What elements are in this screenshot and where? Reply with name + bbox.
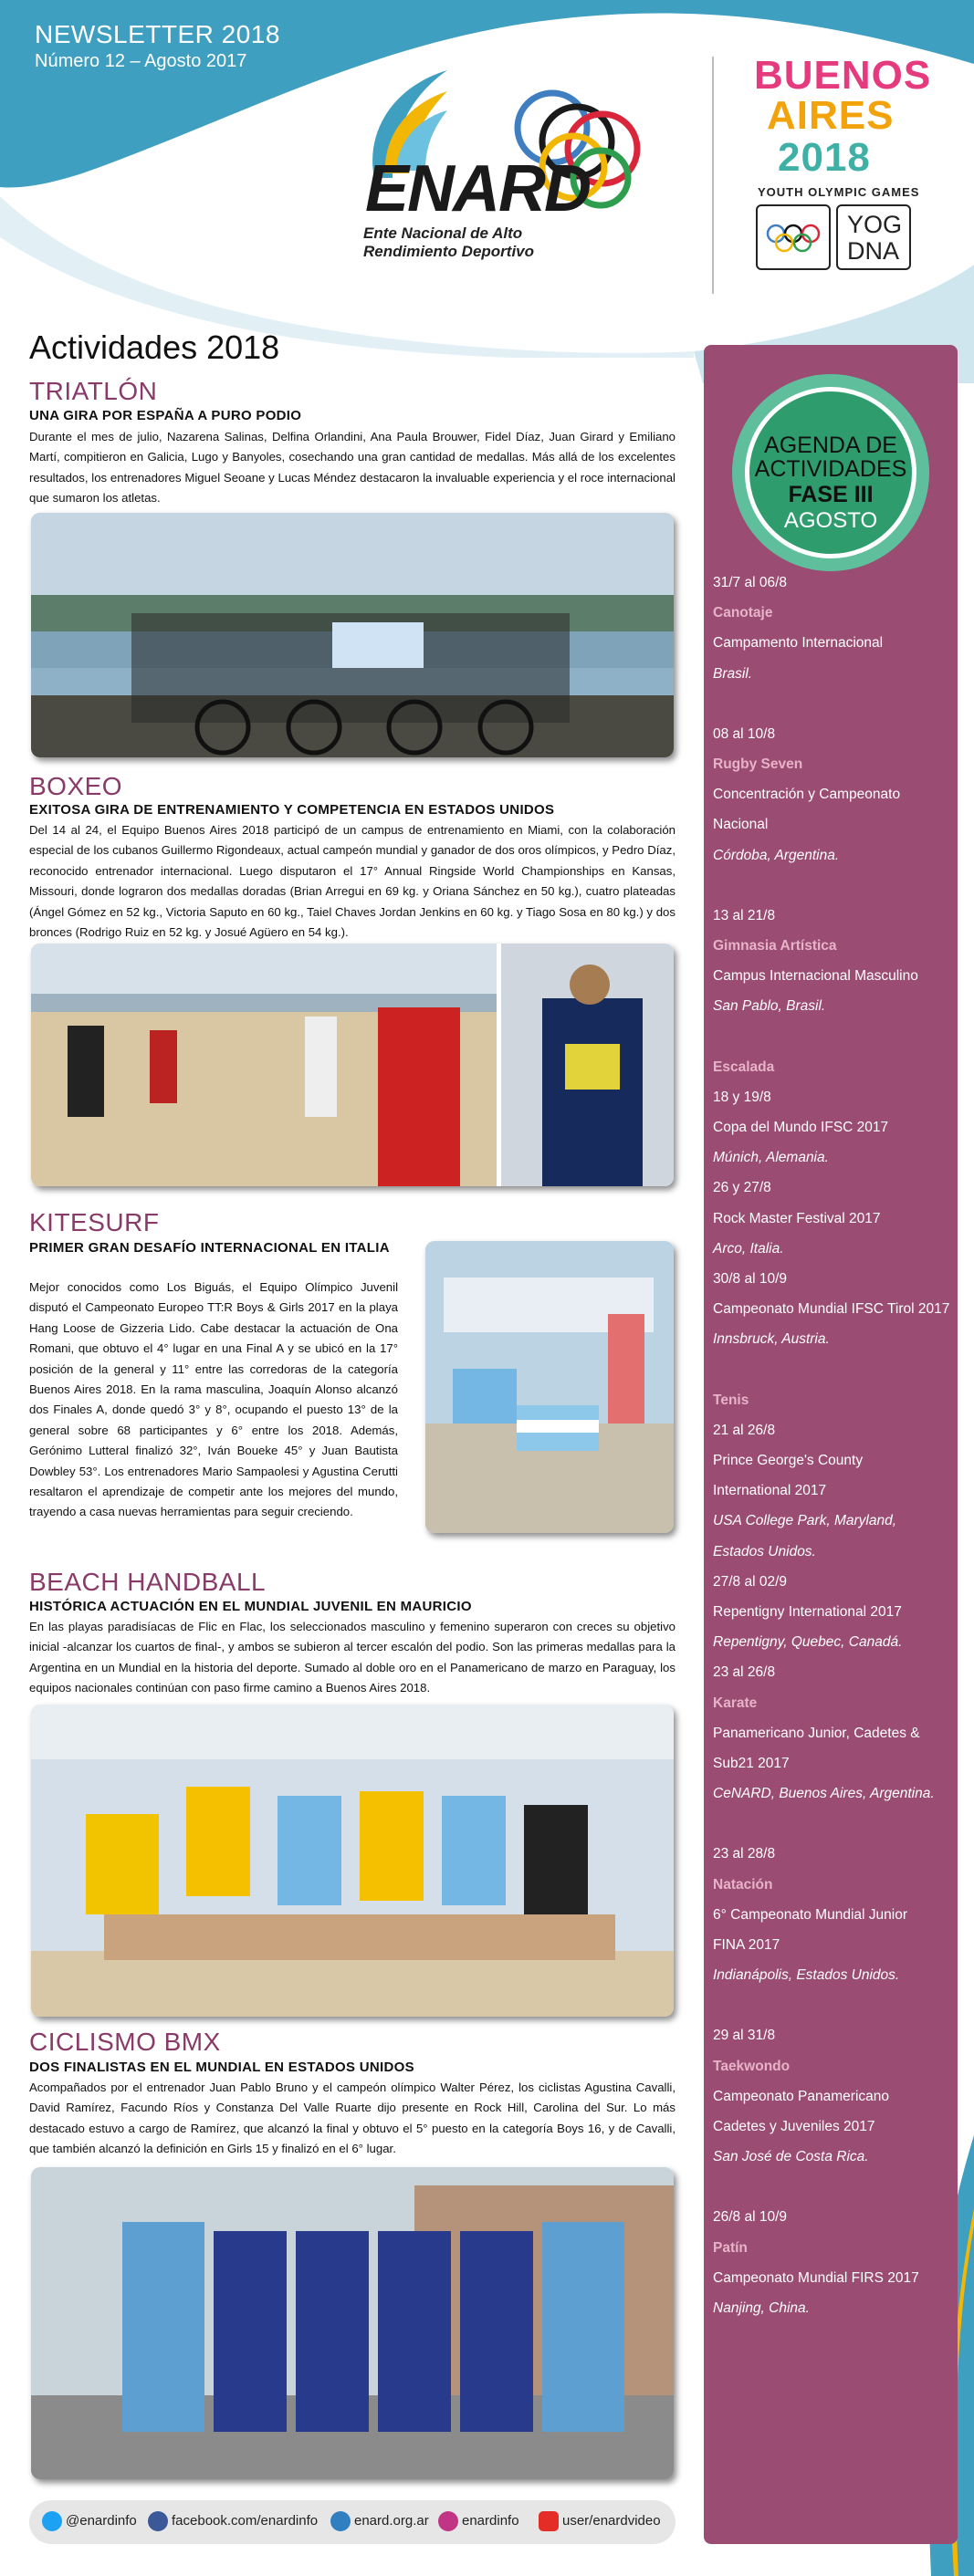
agenda-event: Campeonato Panamericano [713,2088,890,2104]
agenda-date: 27/8 al 02/9 [713,1573,788,1590]
agenda-place: Córdoba, Argentina. [713,847,840,863]
newsletter-issue: Número 12 – Agosto 2017 [35,51,247,71]
ba-line-2: AIRES [767,93,895,138]
agenda-date: 08 al 10/8 [713,725,776,742]
agenda-badge [732,374,929,571]
agenda-date: 26/8 al 10/9 [713,2209,788,2226]
badge-line-3: FASE III [788,482,874,507]
agenda-date: 30/8 al 10/9 [713,1271,788,1287]
agenda-sport: Escalada [713,1059,775,1075]
ba-line-1: BUENOS [754,53,932,98]
article-body: En las playas paradisíacas de Flic en Flac, los seleccionados masculino y femenino superaron con creces su objetivo inicial -alcanzar los cuartos de final-, y ambos se subieron al tercer escalón del podio. Son las primeras medallas para la Argentina en un Mundial en la historia del deporte. Sumado al doble oro en el Panamericano de marzo en Paraguay, los equipos nacionales continúan con paso firme camino a Buenos Aires 2018. [29,1620,676,1695]
header-divider [712,57,714,294]
agenda-date: 13 al 21/8 [713,907,776,923]
agenda-event: 6° Campeonato Mundial Junior [713,1906,907,1923]
agenda-event: Campus Internacional Masculino [713,968,918,985]
section-heading: Actividades 2018 [29,329,280,366]
agenda-event: Concentración y Campeonato [713,787,901,803]
article-sport-boxeo: BOXEO [29,772,123,800]
enard-wordmark: ENARD [365,152,591,225]
agenda-event: Campeonato Mundial FIRS 2017 [713,2269,919,2286]
yog-dna-line-2: DNA [847,237,900,265]
yog-dna-line-1: YOG [847,211,903,238]
agenda-place: USA College Park, Maryland, [713,1513,897,1529]
article-headline: PRIMER GRAN DESAFÍO INTERNACIONAL EN ITALIA [29,1240,390,1256]
agenda-date: 23 al 28/8 [713,1846,776,1862]
badge-line-2: ACTIVIDADES [754,456,907,482]
article-headline: UNA GIRA POR ESPAÑA A PURO PODIO [29,408,302,423]
agenda-sport: Natación [713,1876,773,1893]
agenda-place: Nanjing, China. [713,2300,810,2316]
agenda-date: 26 y 27/8 [713,1180,771,1196]
ciclismo-bmx-team-photo [31,2167,674,2479]
youtube-icon [539,2511,559,2531]
agenda-place: CeNARD, Buenos Aires, Argentina. [713,1786,935,1802]
agenda-event: Cadetes y Juveniles 2017 [713,2119,875,2134]
youtube-link[interactable]: user/enardvideo [562,2513,661,2529]
agenda-sport: Taekwondo [713,2058,791,2074]
article-sport-kitesurf: KITESURF [29,1208,160,1236]
agenda-event: Sub21 2017 [713,1756,790,1771]
agenda-place: San Pablo, Brasil. [713,998,826,1015]
agenda-date: 23 al 26/8 [713,1664,776,1681]
agenda-date: 31/7 al 06/8 [713,575,788,590]
badge-line-4: AGOSTO [783,508,878,533]
triatlon-team-photo [31,513,674,757]
facebook-link[interactable]: facebook.com/enardinfo [172,2513,319,2529]
globe-icon [330,2511,351,2531]
olympic-rings-icon [758,206,829,268]
agenda-event: Repentigny International 2017 [713,1604,902,1620]
article-headline: HISTÓRICA ACTUACIÓN EN EL MUNDIAL JUVENIL EN MAURICIO [29,1599,472,1614]
badge-line-1: AGENDA DE [764,433,897,458]
agenda-event: Copa del Mundo IFSC 2017 [713,1120,889,1135]
agenda-place: Repentigny, Quebec, Canadá. [713,1634,903,1651]
article-body: Del 14 al 24, el Equipo Buenos Aires 2018 participó de un campus de entrenamiento en Miami, con la colaboración especial de los cubanos Guillermo Rigondeaux, actual campeón mundial y ganador de dos oros olímpicos, y Pedro Díaz, reconocido entrenador internacional. Luego disputaron el 17° Annual Ringside World Championships en Kansas, Missouri, donde lograron dos medallas doradas (Brian Arregui en 69 kg. y Oriana Sánchez en 50 kg.), cuatro plateadas (Ángel Gómez en 52 kg., Victoria Saputo en 60 kg., Taiel Chaves Jordan Jenkins en 60 kg. y Tiago Sosa en 80 kg.) y dos bronces (Rodrigo Ruiz en 52 kg. y Josué Agüero en 54 kg.). [29,823,676,940]
twitter-link[interactable]: @enardinfo [66,2513,137,2529]
agenda-sport: Karate [713,1695,758,1711]
newsletter-header [0,0,974,329]
agenda-event: International 2017 [713,1483,827,1499]
article-headline: EXITOSA GIRA DE ENTRENAMIENTO Y COMPETENCIA EN ESTADOS UNIDOS [29,802,555,818]
article-headline: DOS FINALISTAS EN EL MUNDIAL EN ESTADOS UNIDOS [29,2060,414,2075]
facebook-icon [148,2511,168,2531]
article-body: Acompañados por el entrenador Juan Pablo Bruno y el campeón olímpico Walter Pérez, los ciclistas Agustina Cavalli, David Ramírez, Facundo Ríos y Constanza Del Valle Ruarte dijo presente en Rock Hill, Carolina del Sur. Lo más destacado estuvo a cargo de Ramírez, que alcanzó la final y obtuvo el 5° puesto en la categoría Boys 16, y de Cavalli, que también alcanzó la definición en Girls 15 y finalizó en el 6° lugar. [29,2081,676,2156]
agenda-event: Rock Master Festival 2017 [713,1210,881,1226]
boxeo-training-photo [31,944,674,1186]
youth-olympic-games-label: YOUTH OLYMPIC GAMES [758,185,920,199]
agenda-event: Campamento Internacional [713,635,884,652]
article-body: Durante el mes de julio, Nazarena Salinas, Delfina Orlandini, Ana Paula Brouwer, Fidel Díaz, Juan Girard y Emiliano Martí, compitieron en Galicia, Lugo y Banyoles, cosechando una gran cantidad de medallas. Más allá de los excelentes resultados, los entrenadores Miguel Seoane y Lucas Méndez destacaron la invaluable experiencia y el roce internacional que sumaron los atletas. [29,430,676,506]
agenda-place: Estados Unidos. [713,1543,816,1559]
agenda-place: San José de Costa Rica. [713,2149,869,2165]
agenda-sport: Patín [713,2239,748,2256]
website-link[interactable]: enard.org.ar [354,2513,429,2529]
enard-tagline-1: Ente Nacional de Alto [363,224,523,242]
enard-tagline-2: Rendimiento Deportivo [363,243,535,260]
social-footer [29,2500,676,2544]
agenda-date: 18 y 19/8 [713,1089,771,1105]
agenda-event: Prince George's County [713,1453,864,1468]
agenda-event: Campeonato Mundial IFSC Tirol 2017 [713,1301,950,1318]
beach-handball-team-photo [31,1705,674,2017]
yog-dna-box [836,204,911,270]
agenda-date: 29 al 31/8 [713,2028,776,2044]
agenda-event: Nacional [713,817,769,833]
ba-line-3: 2018 [778,135,871,180]
agenda-place: Innsbruck, Austria. [713,1331,830,1348]
agenda-place: Arco, Italia. [713,1240,784,1257]
agenda-place: Indianápolis, Estados Unidos. [713,1967,900,1984]
kitesurf-team-photo [425,1241,674,1533]
article-sport-triatlon: TRIATLÓN [29,377,158,405]
olympic-rings-box [756,204,831,270]
article-body: Mejor conocidos como Los Biguás, el Equipo Olímpico Juvenil disputó el Campeonato Europeo TT:R Boys & Girls 2017 en la playa Hang Loose de Gizzeria Lido. Cabe destacar la actuación de Ona Romani, que obtuvo el 4° lugar en una Final A y se ubicó en la 17° posición de la general y 11° entre las corredoras de la categoría Buenos Aires 2018. En la rama masculina, Joaquín Alonso alcanzó dos Finales A, donde quedó 3° y 8°, ocupando el puesto 13° de la general sobre 68 participantes y 6° entre los 2018. Además, Gerónimo Lutteral finalizó 32°, Iván Boueke 45° y Juan Bautista Dowbley 53°. Los entrenadores Mario Sampaolesi y Agustina Cerutti resaltaron el aprendizaje de competir ante los mejores del mundo, trayendo a casa nuevas herramientas para seguir creciendo. [29,1280,398,1519]
agenda-place: Brasil. [713,665,753,682]
newsletter-title: NEWSLETTER 2018 [35,20,280,48]
agenda-event: Panamericano Junior, Cadetes & [713,1725,920,1741]
instagram-icon [438,2511,458,2531]
agenda-sport: Gimnasia Artística [713,938,837,954]
agenda-date: 21 al 26/8 [713,1422,776,1438]
agenda-sport: Canotaje [713,605,773,621]
agenda-event: FINA 2017 [713,1937,780,1953]
agenda-sport: Rugby Seven [713,756,803,772]
instagram-link[interactable]: enardinfo [462,2513,519,2529]
agenda-sport: Tenis [713,1392,749,1408]
agenda-place: Múnich, Alemania. [713,1150,829,1166]
article-sport-beach-handball: BEACH HANDBALL [29,1568,267,1596]
article-sport-ciclismo-bmx: CICLISMO BMX [29,2028,221,2056]
twitter-icon [42,2511,62,2531]
